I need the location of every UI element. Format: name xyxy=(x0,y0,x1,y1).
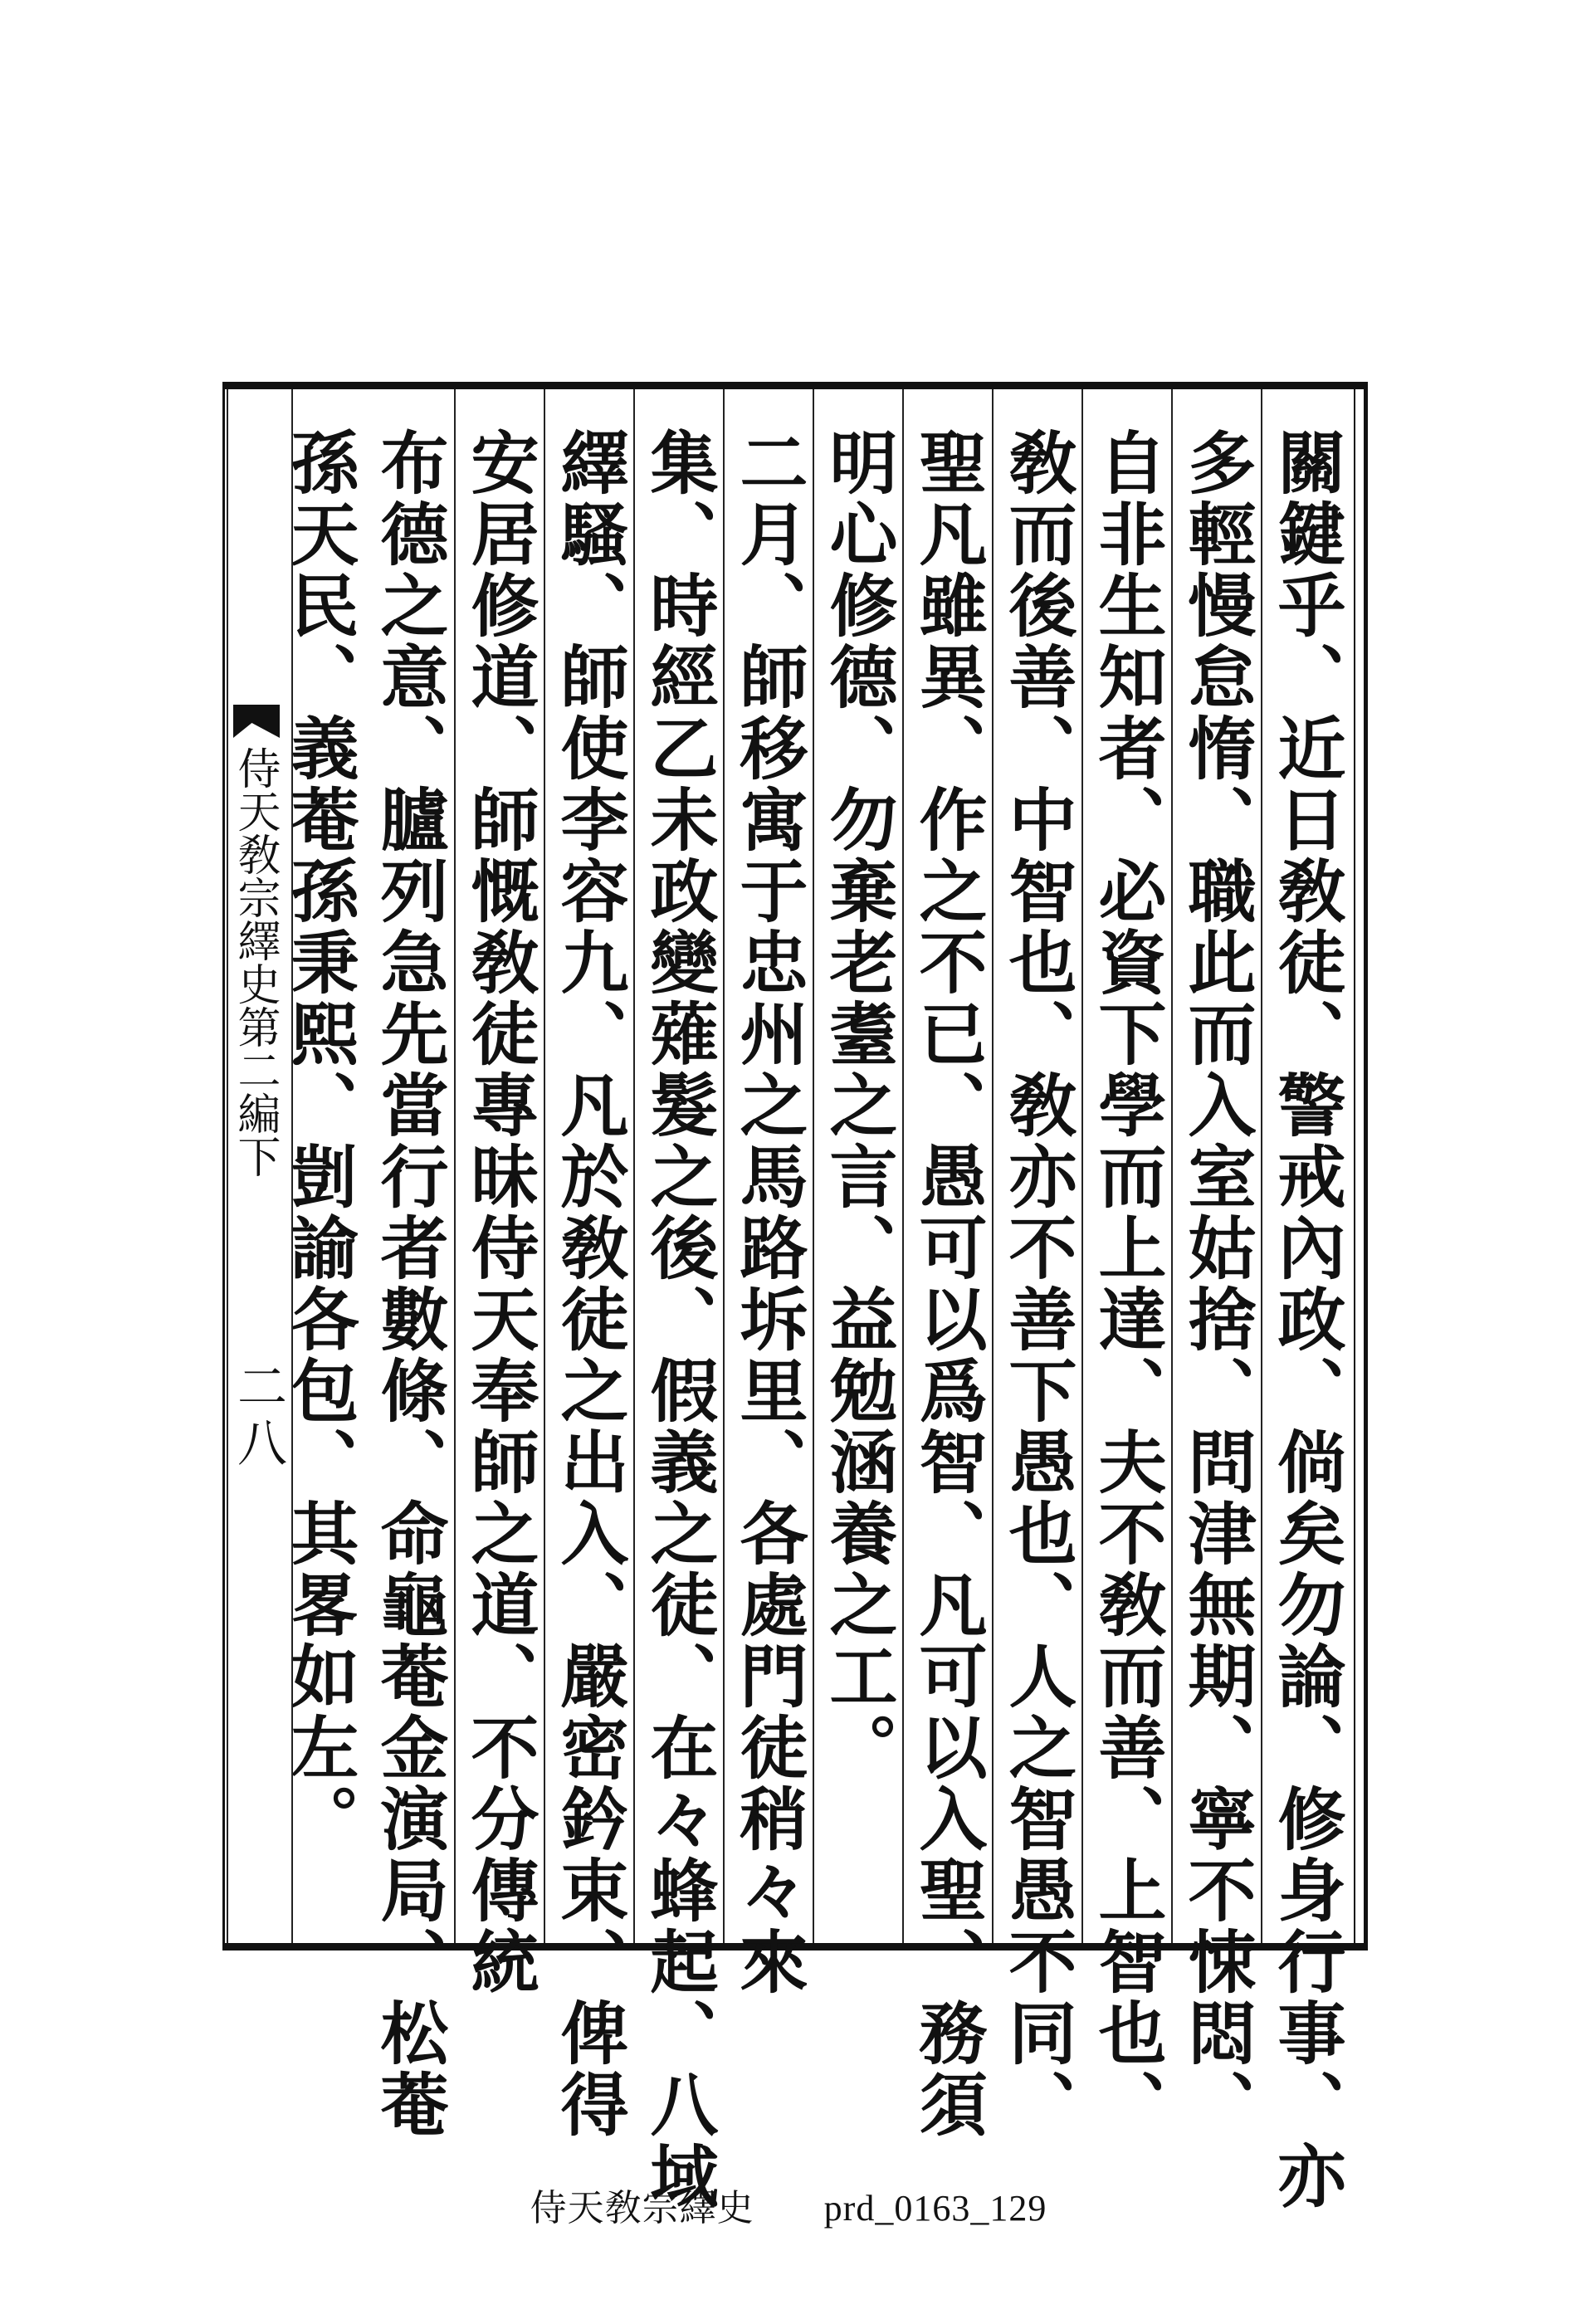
text-column xyxy=(544,389,633,2141)
column-text: 集、時經乙未政變薙髮之後、假義之徒、在々蜂起、八域 xyxy=(639,427,719,2212)
column-text: 孫天民、義菴孫秉熙、剴諭各包、其畧如左。 xyxy=(280,427,359,1855)
text-column xyxy=(992,389,1081,2141)
column-text: 布德之意、臚列急先當行者數條、命龜菴金演局、松菴 xyxy=(369,427,449,2141)
inner-rule xyxy=(1354,389,1355,1943)
footer xyxy=(0,2178,1577,2231)
footer-title: 侍天敎宗繹史 xyxy=(530,2188,754,2229)
text-column xyxy=(1261,389,1350,2212)
running-head: 侍天敎宗繹史第二編下 xyxy=(230,746,280,1178)
text-column xyxy=(633,389,723,2212)
column-text: 多輕慢怠惰、職此而入室姑捨、問津無期、寧不悚悶、 xyxy=(1177,427,1257,2141)
text-column xyxy=(723,389,813,1998)
column-text: 聖凡雖異、作之不已、愚可以爲智、凡可以入聖、務須 xyxy=(908,427,988,2141)
text-column xyxy=(813,389,902,1943)
column-text: 敎而後善、中智也、敎亦不善下愚也、人之智愚不同、 xyxy=(998,427,1077,2141)
column-text: 關鍵乎、近日敎徒、警戒內政、倘矣勿論、修身行事、亦 xyxy=(1267,427,1346,2212)
text-column xyxy=(902,389,992,2141)
column-text: 二月、師移寓于忠州之馬路坼里、各處門徒稍々來 xyxy=(729,427,808,1998)
text-column xyxy=(364,389,454,2141)
footer-code: prd_0163_129 xyxy=(823,2188,1047,2229)
text-column xyxy=(1081,389,1171,2141)
folio: 二八 xyxy=(229,1360,287,1473)
column-text: 安居修道、師慨敎徒專昧侍天奉師之道、不分傳統 xyxy=(460,427,540,1998)
column-text: 繹騷、師使李容九、凡於敎徒之出入、嚴密鈐束、俾得 xyxy=(549,427,629,2141)
text-column xyxy=(454,389,544,1998)
text-column xyxy=(1171,389,1261,2141)
margin-column xyxy=(227,389,293,1943)
column-text: 自非生知者、必資下學而上達、夫不敎而善、上智也、 xyxy=(1087,427,1167,2141)
fishtail-marker-icon xyxy=(233,705,280,738)
column-text: 明心修德、勿棄老耋之言、益勉涵養之工。 xyxy=(818,427,898,1784)
